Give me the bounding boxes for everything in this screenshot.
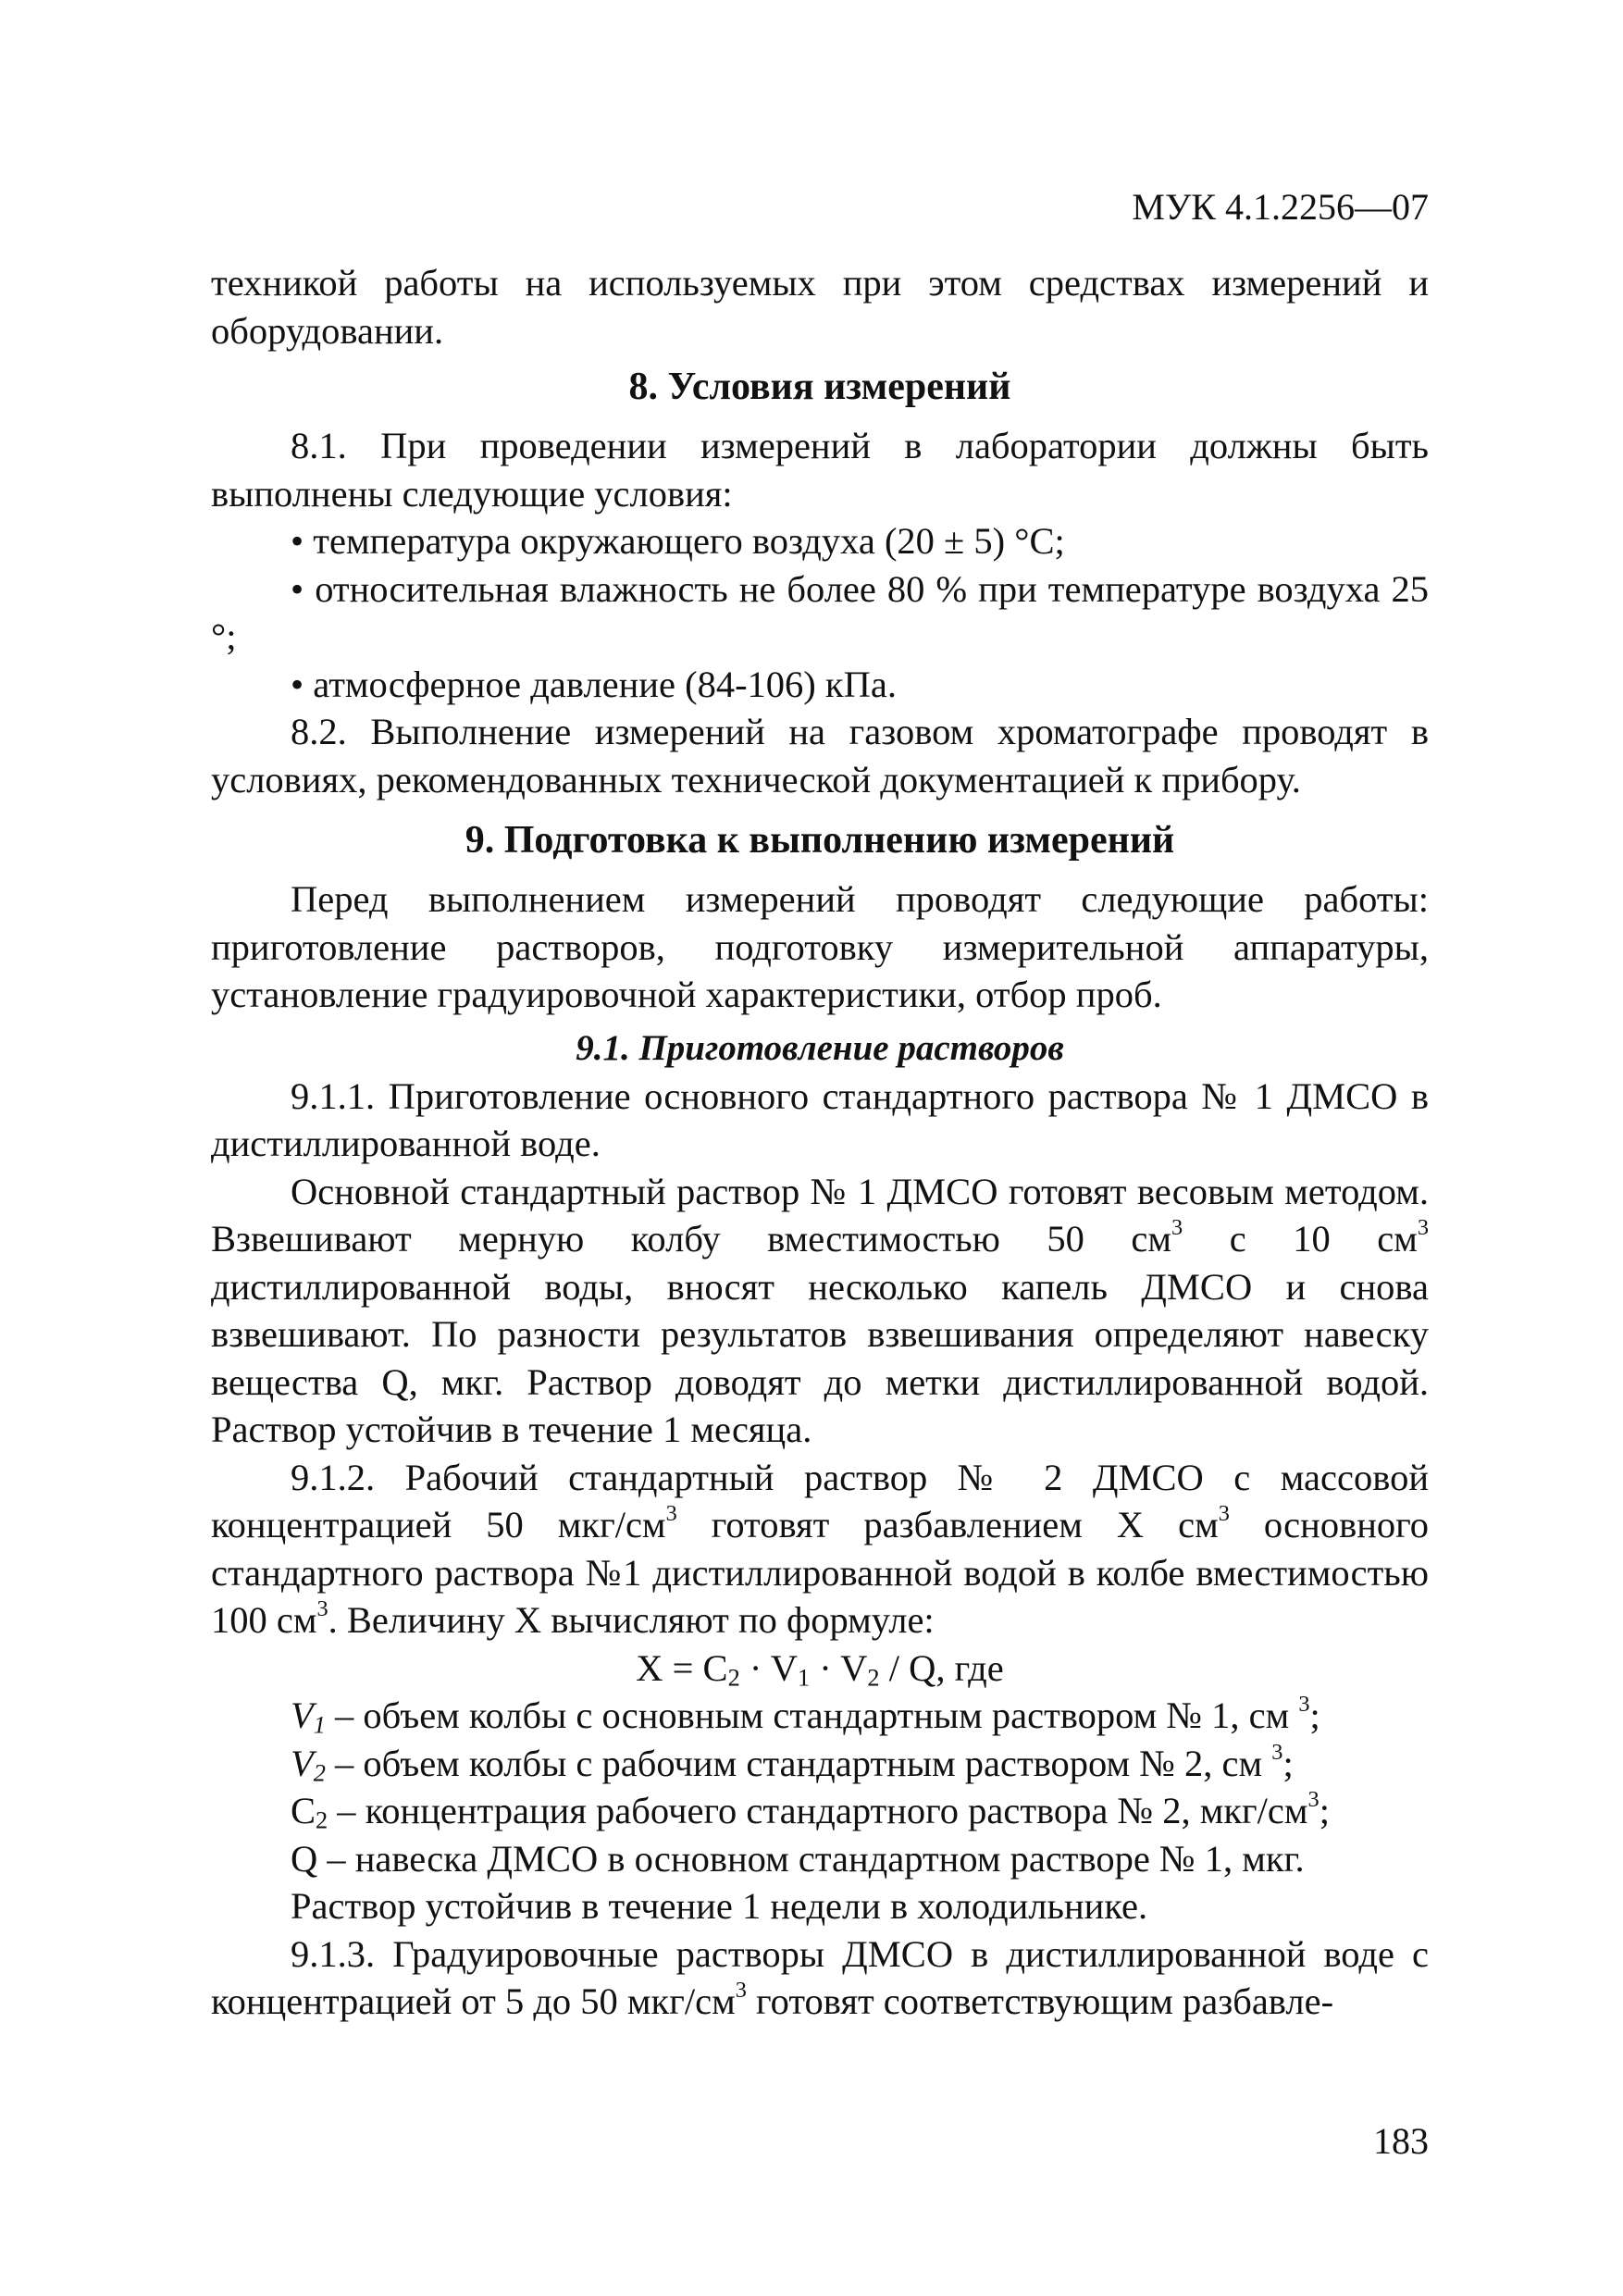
paragraph-8-2: 8.2. Выполнение измерений на газовом хроматографе проводят в условиях, рекомендованных технической документацией к прибору. — [211, 711, 1429, 800]
intro-block — [211, 259, 1429, 354]
definition-q: Q – навеска ДМСО в основном стандартном растворе № 1, мкг. — [291, 1837, 1305, 1880]
paragraph-8-1: 8.1. При проведении измерений в лаборатории должны быть выполнены следующие условия: — [211, 425, 1429, 515]
section-9 — [211, 814, 1429, 2026]
bullet-temperature: • температура окружающего воздуха (20 ± 5) °С; — [291, 520, 1065, 562]
stability-note: Раствор устойчив в течение 1 недели в холодильнике. — [291, 1885, 1148, 1927]
section-8 — [211, 361, 1429, 803]
definition-v1: $V_1$ – объем колбы с основным стандартным раствором № 1, см $^3$; — [291, 1691, 1320, 1739]
document-code-header: МУК 4.1.2256—07 — [1132, 186, 1429, 228]
bullet-pressure: • атмосферное давление (84-106) кПа. — [291, 663, 897, 705]
bullet-humidity: • относительная влажность не более 80 % при температуре воздуха 25 °; — [211, 567, 1429, 657]
continuation-paragraph: техникой работы на используемых при этом средствах измерений и оборудовании. — [211, 262, 1429, 352]
formula-x: $X = C_2 \cdot V_1 \cdot V_2 / Q$, где — [636, 1646, 1004, 1691]
section-8-title: 8. Условия измерений — [628, 366, 1011, 408]
paragraph-9-1-2: 9.1.2. Рабочий стандартный раствор № 2 ДМСО с массовой концентрацией 50 мкг/$см^3$ готовят разбавлением X $см^3$ основного стандартного раствора №1 дистиллированной водой в колбе вместимостью 100 $см^3$. Величину X вычисляют по формуле: — [211, 1456, 1429, 1641]
paragraph-9-1-3: 9.1.3. Градуировочные растворы ДМСО в дистиллированной воде с концентрацией от 5 до 50 мкг/$см^3$ готовят соответствующим разбавле- — [211, 1932, 1429, 2022]
paragraph-9-1-1: 9.1.1. Приготовление основного стандартного раствора № 1 ДМСО в дистиллированной воде. — [211, 1074, 1429, 1164]
subsection-9-1-title: 9.1. Приготовление растворов — [576, 1027, 1064, 1068]
page-number: 183 — [1373, 2120, 1429, 2162]
definition-v2: $V_2$ – объем колбы с рабочим стандартным раствором № 2, см $^3$; — [291, 1739, 1294, 1786]
definition-c2: $C_2$ – концентрация рабочего стандартного раствора № 2, мкг/$см^3$; — [291, 1786, 1330, 1834]
section-9-intro: Перед выполнением измерений проводят следующие работы: приготовление растворов, подготовку измерительной аппаратуры, установление градуировочной характеристики, отбор проб. — [211, 878, 1429, 1015]
section-9-title: 9. Подготовка к выполнению измерений — [465, 819, 1175, 862]
paragraph-9-1-1-method: Основной стандартный раствор № 1 ДМСО готовят весовым методом. Взвешивают мерную колбу вместимостью 50 $см^3$ с 10 $см^3$ дистиллированной воды, вносят несколько капель ДМСО и снова взвешивают. По разности результатов взвешивания определяют навеску вещества Q, мкг. Раствор доводят до метки дистиллированной водой. Раствор устойчив в течение 1 месяца. — [211, 1170, 1429, 1450]
